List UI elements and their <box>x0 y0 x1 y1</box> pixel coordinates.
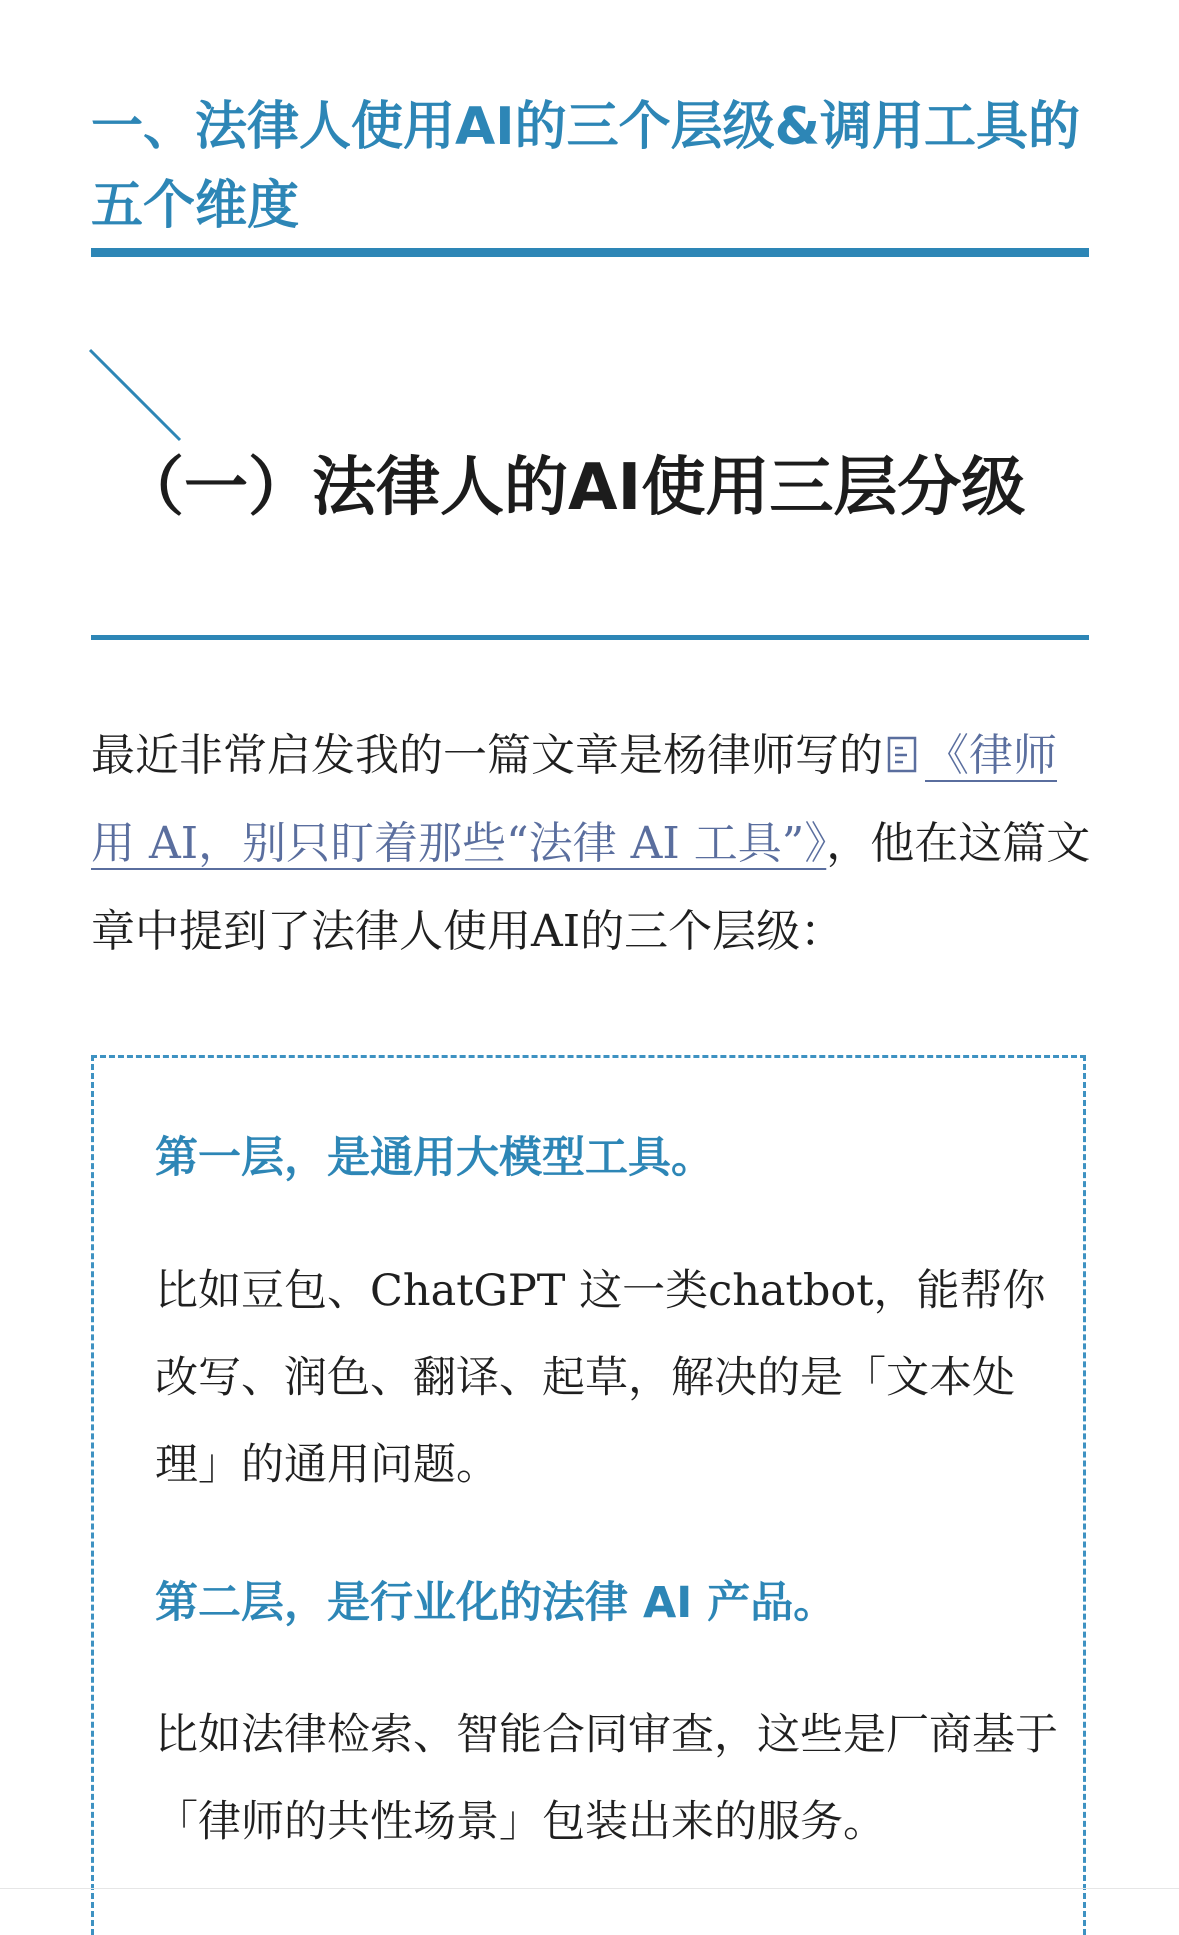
level-1-description: 比如豆包、ChatGPT 这一类chatbot，能帮你改写、润色、翻译、起草，解决的是「文本处理」的通用问题。 <box>155 1266 1046 1490</box>
level-1-title: 第一层，是通用大模型工具。 <box>155 1133 714 1183</box>
section-heading: 一、法律人使用AI的三个层级&调用工具的五个维度 <box>91 97 1080 236</box>
subsection-heading: （一）法律人的AI使用三层分级 <box>120 451 1026 525</box>
heading-decoration-line <box>88 348 188 448</box>
level-2-description: 比如法律检索、智能合同审查，这些是厂商基于「律师的共性场景」包装出来的服务。 <box>155 1710 1058 1847</box>
section-heading-rule <box>91 248 1089 257</box>
level-2-title: 第二层，是行业化的法律 AI 产品。 <box>155 1578 837 1628</box>
intro-text-after: ，他在这篇文章中提到了法律人使用AI的三个层级： <box>91 818 1091 957</box>
article-link[interactable]: 《律师用 AI，别只盯着那些“法律 AI 工具”》 <box>91 730 1057 869</box>
intro-paragraph <box>91 712 1091 976</box>
document-icon <box>887 736 919 774</box>
bottom-divider <box>0 1888 1179 1889</box>
subsection-heading-rule <box>91 635 1089 640</box>
intro-text-before: 最近非常启发我的一篇文章是杨律师写的 <box>91 730 883 781</box>
